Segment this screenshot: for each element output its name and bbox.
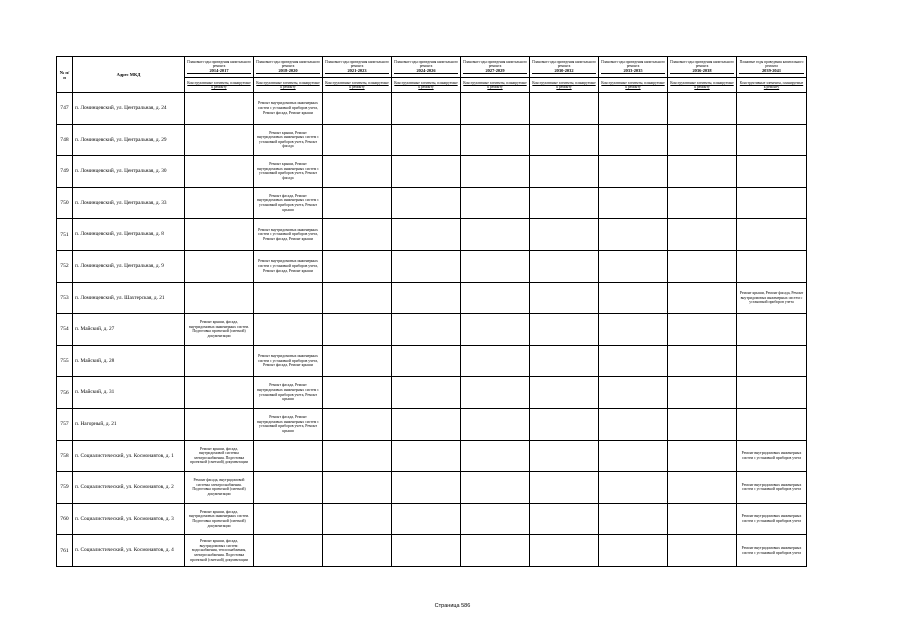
row-work-cell: [599, 93, 668, 125]
row-address: п. Майский, д. 28: [73, 345, 185, 377]
row-work-cell: Ремонт фасада, Ремонт внутридомовых инженерных систем с установкой приборов учета, Ремонт крыши: [254, 408, 323, 440]
col-header-period: [185, 57, 254, 78]
row-work-cell: [668, 440, 737, 472]
row-work-cell: [530, 250, 599, 282]
row-work-cell: Ремонт внутридомовых инженерных систем с установкой приборов учета, Ремонт фасада, Ремонт крыши: [254, 345, 323, 377]
row-work-cell: Ремонт крыши, фасада, внутридомовых систем: водоснабжения, теплоснабжения, электроснабжения. Подготовка проектной (сметной) документации: [185, 535, 254, 567]
row-work-cell: [461, 345, 530, 377]
row-number: 754: [57, 314, 73, 346]
row-work-cell: [461, 93, 530, 125]
row-work-cell: [323, 156, 392, 188]
col-subheader: Конструктивные элементы, планируемые к ремонту: [323, 78, 392, 93]
row-work-cell: [461, 408, 530, 440]
row-work-cell: [668, 472, 737, 504]
row-address: п. Социалистический, ул. Космонавтов, д. 2: [73, 472, 185, 504]
row-number: 750: [57, 187, 73, 219]
period-caption: Плановые годы проведения капитального ремонта: [601, 59, 665, 68]
row-work-cell: [392, 282, 461, 314]
row-work-cell: [185, 282, 254, 314]
row-work-cell: [530, 124, 599, 156]
row-work-cell: [323, 187, 392, 219]
col-header-period: [323, 57, 392, 78]
row-work-cell: [599, 250, 668, 282]
row-work-cell: [323, 472, 392, 504]
row-work-cell: [461, 440, 530, 472]
row-work-cell: [323, 408, 392, 440]
row-number: 749: [57, 156, 73, 188]
col-subheader: Конструктивные элементы, планируемые к ремонту: [392, 78, 461, 93]
row-number: 753: [57, 282, 73, 314]
table-row: [57, 156, 807, 188]
row-work-cell: [737, 314, 807, 346]
row-number: 747: [57, 93, 73, 125]
row-address: п. Ломинцевский, ул. Центральная, д. 29: [73, 124, 185, 156]
table-row: [57, 535, 807, 567]
col-header-period: [737, 57, 807, 78]
row-work-cell: [530, 156, 599, 188]
row-work-cell: [185, 250, 254, 282]
row-number: 760: [57, 503, 73, 535]
table-row: [57, 345, 807, 377]
row-work-cell: [599, 408, 668, 440]
row-address: п. Ломинцевский, ул. Центральная, д. 33: [73, 187, 185, 219]
period-caption: Плановые годы проведения капитального ремонта: [532, 59, 596, 68]
row-work-cell: [599, 314, 668, 346]
row-address: п. Ломинцевский, ул. Центральная, д. 24: [73, 93, 185, 125]
row-work-cell: [599, 472, 668, 504]
row-address: п. Майский, д. 27: [73, 314, 185, 346]
row-work-cell: [530, 345, 599, 377]
col-header-number: № п/п: [57, 57, 73, 93]
table-row: [57, 219, 807, 251]
row-work-cell: [530, 472, 599, 504]
row-work-cell: [530, 282, 599, 314]
row-work-cell: [530, 219, 599, 251]
row-work-cell: [599, 156, 668, 188]
row-address: п. Социалистический, ул. Космонавтов, д. 1: [73, 440, 185, 472]
row-number: 752: [57, 250, 73, 282]
row-work-cell: [185, 345, 254, 377]
row-work-cell: [599, 187, 668, 219]
period-caption: Плановые годы проведения капитального ремонта: [739, 59, 804, 68]
row-work-cell: [323, 124, 392, 156]
row-work-cell: [530, 377, 599, 409]
page-number: Страница 586: [434, 603, 471, 609]
row-work-cell: [392, 250, 461, 282]
row-work-cell: [185, 187, 254, 219]
row-work-cell: [254, 535, 323, 567]
row-work-cell: [392, 377, 461, 409]
row-number: 748: [57, 124, 73, 156]
row-work-cell: [392, 314, 461, 346]
row-work-cell: [254, 314, 323, 346]
row-work-cell: [737, 124, 807, 156]
row-work-cell: [668, 219, 737, 251]
row-work-cell: Ремонт крыши, фасада, внутридомовой системы электроснабжения. Подготовка проектной (сметной) документации: [185, 440, 254, 472]
row-work-cell: Ремонт внутридомовых инженерных систем с установкой приборов учета: [737, 472, 807, 504]
table-row: [57, 124, 807, 156]
col-subheader: Конструктивные элементы, планируемые к ремонту: [254, 78, 323, 93]
row-work-cell: Ремонт крыши, фасада, внутридомовых инженерных систем. Подготовка проектной (сметной) документации: [185, 503, 254, 535]
row-work-cell: Ремонт внутридомовых инженерных систем с установкой приборов учета, Ремонт фасада, Ремонт крыши: [254, 93, 323, 125]
row-work-cell: [737, 250, 807, 282]
row-work-cell: [323, 250, 392, 282]
row-work-cell: Ремонт внутридомовых инженерных систем с установкой приборов учета, Ремонт фасада, Ремонт крыши: [254, 219, 323, 251]
row-work-cell: [323, 377, 392, 409]
row-address: п. Ломинцевский, ул. Центральная, д. 30: [73, 156, 185, 188]
row-work-cell: [530, 314, 599, 346]
row-work-cell: [392, 472, 461, 504]
row-work-cell: [254, 503, 323, 535]
row-work-cell: [392, 408, 461, 440]
row-work-cell: [392, 219, 461, 251]
row-address: п. Нагорный, д. 21: [73, 408, 185, 440]
row-work-cell: [668, 503, 737, 535]
row-work-cell: [392, 156, 461, 188]
row-number: 751: [57, 219, 73, 251]
table-row: [57, 503, 807, 535]
row-work-cell: [392, 345, 461, 377]
row-work-cell: [392, 187, 461, 219]
row-work-cell: [461, 187, 530, 219]
row-work-cell: [461, 377, 530, 409]
col-subheader: Конструктивные элементы, планируемые к ремонту: [737, 78, 807, 93]
row-work-cell: Ремонт внутридомовых инженерных систем с установкой приборов учета: [737, 503, 807, 535]
row-number: 759: [57, 472, 73, 504]
header-row: [57, 57, 807, 78]
row-work-cell: Ремонт крыши, Ремонт фасада, Ремонт внутридомовых инженерных систем с установкой приборов учета: [737, 282, 807, 314]
period-caption: Плановые годы проведения капитального ремонта: [325, 59, 389, 68]
row-work-cell: [599, 282, 668, 314]
col-header-address: Адрес МКД: [73, 57, 185, 93]
row-work-cell: Ремонт крыши, фасада, внутридомовых инженерных систем. Подготовка проектной (сметной) документации: [185, 314, 254, 346]
capital-repair-register: [56, 56, 806, 566]
row-work-cell: [461, 156, 530, 188]
row-work-cell: [461, 282, 530, 314]
row-work-cell: [392, 93, 461, 125]
period-caption: Плановые годы проведения капитального ремонта: [394, 59, 458, 68]
col-header-period: [599, 57, 668, 78]
row-work-cell: [599, 377, 668, 409]
row-work-cell: [323, 314, 392, 346]
row-work-cell: [530, 93, 599, 125]
row-work-cell: [392, 535, 461, 567]
period-years: 2027-2029: [463, 69, 527, 74]
col-header-period: [530, 57, 599, 78]
row-work-cell: Ремонт внутридомовых инженерных систем с установкой приборов учета, Ремонт фасада, Ремонт крыши: [254, 250, 323, 282]
row-work-cell: [530, 187, 599, 219]
row-work-cell: [254, 282, 323, 314]
row-work-cell: [392, 440, 461, 472]
row-work-cell: [668, 250, 737, 282]
table-row: [57, 93, 807, 125]
row-work-cell: [668, 408, 737, 440]
row-work-cell: Ремонт внутридомовых инженерных систем с установкой приборов учета: [737, 535, 807, 567]
row-work-cell: [668, 377, 737, 409]
row-work-cell: [599, 219, 668, 251]
row-work-cell: Ремонт крыши, Ремонт внутридомовых инженерных систем с установкой приборов учета, Ремонт фасада: [254, 156, 323, 188]
row-address: п. Ломинцевский, ул. Центральная, д. 8: [73, 219, 185, 251]
row-number: 758: [57, 440, 73, 472]
col-header-period: [392, 57, 461, 78]
row-work-cell: [599, 345, 668, 377]
period-years: 2039-2041: [739, 69, 804, 74]
row-work-cell: [461, 314, 530, 346]
row-address: п. Ломинцевский, ул. Шахтерская, д. 21: [73, 282, 185, 314]
row-work-cell: Ремонт фасада, Ремонт внутридомовых инженерных систем с установкой приборов учета, Ремонт крыши: [254, 377, 323, 409]
row-work-cell: [530, 503, 599, 535]
period-caption: Плановые годы проведения капитального ремонта: [463, 59, 527, 68]
row-work-cell: [461, 219, 530, 251]
row-work-cell: [668, 314, 737, 346]
row-work-cell: [530, 440, 599, 472]
col-subheader: Конструктивные элементы, планируемые к ремонту: [530, 78, 599, 93]
row-work-cell: [185, 124, 254, 156]
row-work-cell: [737, 187, 807, 219]
row-work-cell: [668, 93, 737, 125]
row-work-cell: Ремонт фасада, Ремонт внутридомовых инженерных систем с установкой приборов учета, Ремонт крыши: [254, 187, 323, 219]
row-work-cell: [530, 535, 599, 567]
row-work-cell: [668, 282, 737, 314]
period-years: 2030-2032: [532, 69, 596, 74]
period-years: 2033-2035: [601, 69, 665, 74]
col-subheader: Конструктивные элементы, планируемые к ремонту: [668, 78, 737, 93]
table-row: [57, 282, 807, 314]
row-work-cell: [737, 408, 807, 440]
row-work-cell: [530, 408, 599, 440]
col-header-period: [668, 57, 737, 78]
table-row: [57, 314, 807, 346]
col-header-period: [254, 57, 323, 78]
row-work-cell: [323, 282, 392, 314]
row-work-cell: [599, 535, 668, 567]
col-subheader: Конструктивные элементы, планируемые к ремонту: [599, 78, 668, 93]
row-work-cell: [599, 124, 668, 156]
row-work-cell: [323, 440, 392, 472]
row-work-cell: [185, 408, 254, 440]
row-work-cell: [737, 93, 807, 125]
table-row: [57, 408, 807, 440]
row-work-cell: [737, 219, 807, 251]
row-work-cell: [737, 377, 807, 409]
row-address: п. Майский, д. 31: [73, 377, 185, 409]
row-number: 755: [57, 345, 73, 377]
row-work-cell: [668, 124, 737, 156]
row-work-cell: [323, 93, 392, 125]
row-work-cell: Ремонт крыши, Ремонт внутридомовых инженерных систем с установкой приборов учета, Ремонт фасада: [254, 124, 323, 156]
row-address: п. Социалистический, ул. Космонавтов, д. 3: [73, 503, 185, 535]
row-number: 757: [57, 408, 73, 440]
col-subheader: Конструктивные элементы, планируемые к ремонту: [185, 78, 254, 93]
row-work-cell: [737, 345, 807, 377]
table-row: [57, 250, 807, 282]
period-caption: Плановые годы проведения капитального ремонта: [670, 59, 734, 68]
row-work-cell: Ремонт фасада, внутридомовой системы электроснабжения. Подготовка проектной (сметной) документации: [185, 472, 254, 504]
row-work-cell: [668, 156, 737, 188]
col-subheader: Конструктивные элементы, планируемые к ремонту: [461, 78, 530, 93]
row-work-cell: [185, 219, 254, 251]
row-work-cell: [323, 535, 392, 567]
row-work-cell: [461, 124, 530, 156]
row-work-cell: Ремонт внутридомовых инженерных систем с установкой приборов учета: [737, 440, 807, 472]
row-work-cell: [185, 156, 254, 188]
row-work-cell: [599, 440, 668, 472]
row-number: 756: [57, 377, 73, 409]
row-work-cell: [461, 535, 530, 567]
row-work-cell: [392, 124, 461, 156]
row-work-cell: [668, 535, 737, 567]
period-caption: Плановые годы проведения капитального ремонта: [187, 59, 251, 68]
row-work-cell: [254, 472, 323, 504]
period-years: 2014-2017: [187, 69, 251, 74]
row-work-cell: [461, 250, 530, 282]
period-caption: Плановые годы проведения капитального ремонта: [256, 59, 320, 68]
table-row: [57, 440, 807, 472]
row-work-cell: [185, 93, 254, 125]
row-work-cell: [668, 187, 737, 219]
period-years: 2018-2020: [256, 69, 320, 74]
row-address: п. Ломинцевский, ул. Центральная, д. 9: [73, 250, 185, 282]
row-work-cell: [185, 377, 254, 409]
row-work-cell: [599, 503, 668, 535]
row-work-cell: [323, 345, 392, 377]
table-row: [57, 187, 807, 219]
row-work-cell: [668, 345, 737, 377]
row-work-cell: [323, 219, 392, 251]
row-address: п. Социалистический, ул. Космонавтов, д. 4: [73, 535, 185, 567]
row-work-cell: [461, 472, 530, 504]
row-work-cell: [254, 440, 323, 472]
period-years: 2024-2026: [394, 69, 458, 74]
row-number: 761: [57, 535, 73, 567]
table-row: [57, 377, 807, 409]
row-work-cell: [392, 503, 461, 535]
col-header-period: [461, 57, 530, 78]
row-work-cell: [323, 503, 392, 535]
period-years: 2021-2023: [325, 69, 389, 74]
row-work-cell: [461, 503, 530, 535]
row-work-cell: [737, 156, 807, 188]
register-table: [56, 56, 807, 567]
table-row: [57, 472, 807, 504]
period-years: 2036-2038: [670, 69, 734, 74]
